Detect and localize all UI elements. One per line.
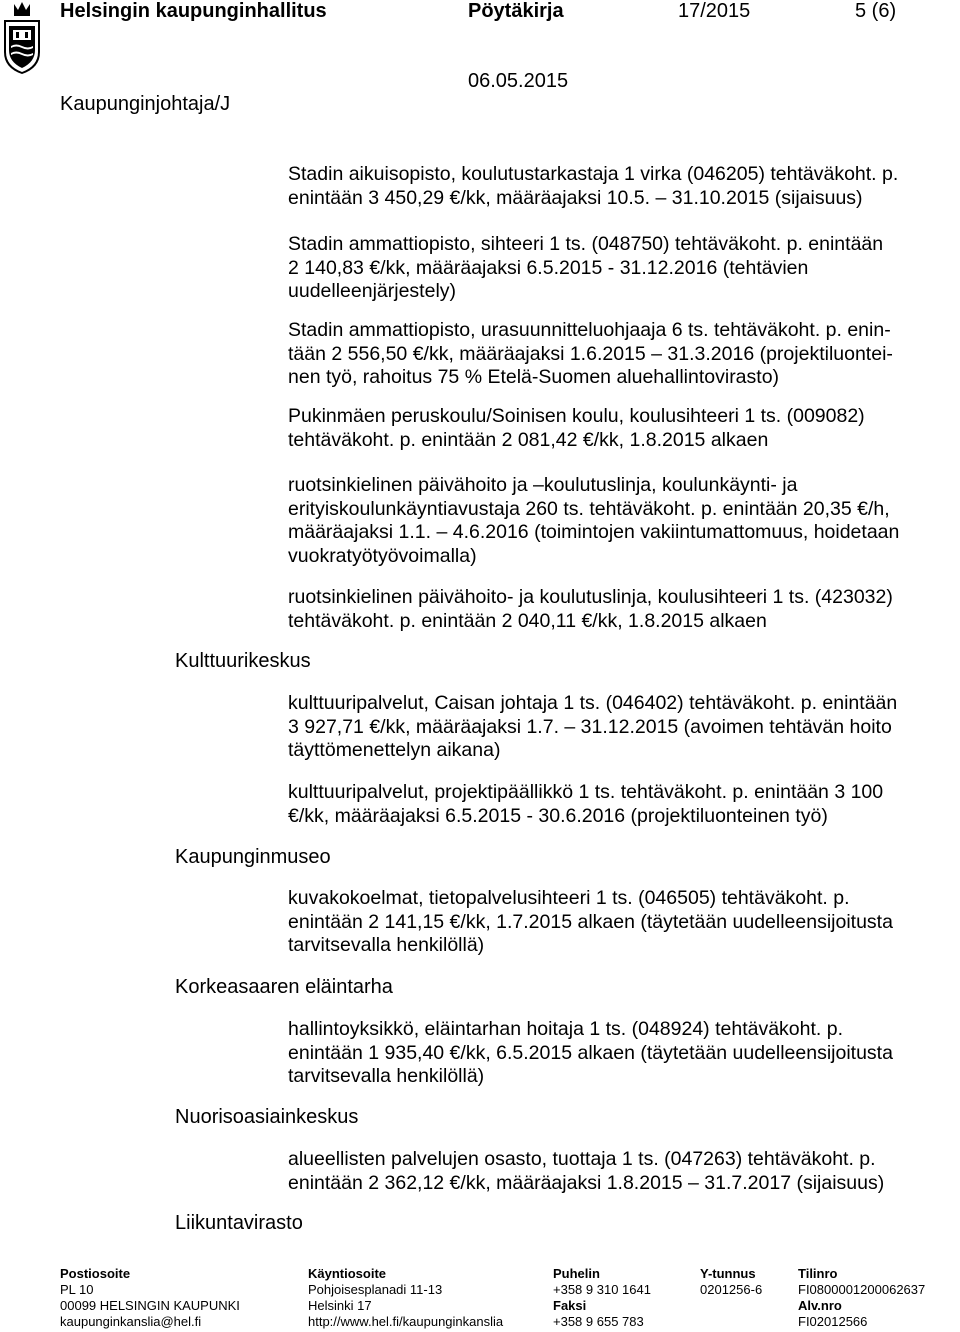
helsinki-crest-icon <box>0 0 44 76</box>
list-item: kulttuuripalvelut, projektipäällikkö 1 ts. tehtäväkoht. p. enintään 3 100 €/kk, määräajaksi 6.5.2015 - 30.6.2016 (projektiluonteinen työ) <box>288 781 884 827</box>
meeting-date: 06.05.2015 <box>468 70 569 92</box>
dept-korkeasaari: Korkeasaaren eläintarha <box>175 976 393 998</box>
list-item: kuvakokoelmat, tietopalvelusihteeri 1 ts. (046505) tehtäväkoht. p. enintään 2 141,15 €/kk, 1.7.2015 alkaen (täytetään uudelleensijoitusta tarvitsevalla henkilöllä) <box>288 887 893 956</box>
list-item: kulttuuripalvelut, Caisan johtaja 1 ts. (046402) tehtäväkoht. p. enintään 3 927,71 €/kk, määräajaksi 1.7. – 31.12.2015 (avoimen tehtävän hoito täyttömenettelyn aikana) <box>288 692 898 761</box>
document-type: Pöytäkirja <box>468 0 564 22</box>
footer-postal-address: Postiosoite PL 10 00099 HELSINGIN KAUPUNKI kaupunginkanslia@hel.fi <box>60 1266 240 1329</box>
list-item: Stadin ammattiopisto, urasuunnitteluohjaaja 6 ts. tehtäväkoht. p. enin- tään 2 556,50 €/kk, määräajaksi 1.6.2015 – 31.3.2016 (projektiluontei- nen työ, rahoitus 75 % Etelä-Suomen aluehallintovirasto) <box>288 319 893 388</box>
dept-kulttuurikeskus: Kulttuurikeskus <box>175 650 311 672</box>
list-item: ruotsinkielinen päivähoito- ja koulutuslinja, koulusihteeri 1 ts. (423032) tehtäväkoht. p. enintään 2 040,11 €/kk, 1.8.2015 alkaen <box>288 586 893 632</box>
list-item: ruotsinkielinen päivähoito ja –koulutuslinja, koulunkäynti- ja erityiskoulunkäyntiavustaja 260 ts. tehtäväkoht. p. enintään 20,35 €/h, määräajaksi 1.1. – 4.6.2016 (toimintojen vakiintumattomuus, hoidetaan vuokratyötyövoimalla) <box>288 474 900 567</box>
unit-name: Kaupunginjohtaja/J <box>60 93 231 115</box>
footer-visit-address: Käyntiosoite Pohjoisesplanadi 11-13 Helsinki 17 http://www.hel.fi/kaupunginkanslia <box>308 1266 504 1329</box>
list-item: Stadin aikuisopisto, koulutustarkastaja 1 virka (046205) tehtäväkoht. p. enintään 3 450,29 €/kk, määräajaksi 10.5. – 31.10.2015 (sijaisuus) <box>288 163 899 209</box>
list-item: alueellisten palvelujen osasto, tuottaja 1 ts. (047263) tehtäväkoht. p. enintään 2 362,12 €/kk, määräajaksi 1.8.2015 – 31.7.2017 (sijaisuus) <box>288 1148 885 1194</box>
list-item: Stadin ammattiopisto, sihteeri 1 ts. (048750) tehtäväkoht. p. enintään 2 140,83 €/kk, määräajaksi 6.5.2015 - 31.12.2016 (tehtävien uudelleenjärjestely) <box>288 233 884 302</box>
organization-name: Helsingin kaupunginhallitus <box>60 0 327 22</box>
list-item: hallintoyksikkö, eläintarhan hoitaja 1 ts. (048924) tehtäväkoht. p. enintään 1 935,40 €/kk, 6.5.2015 alkaen (täytetään uudelleensijoitusta tarvitsevalla henkilöllä) <box>288 1018 893 1087</box>
dept-kaupunginmuseo: Kaupunginmuseo <box>175 846 331 868</box>
dept-nuorisoasiainkeskus: Nuorisoasiainkeskus <box>175 1106 359 1128</box>
page-number: 5 (6) <box>855 0 897 22</box>
footer-account: Tilinro FI0800001200062637 Alv.nro FI02012566 <box>798 1266 926 1329</box>
footer-email[interactable]: kaupunginkanslia@hel.fi <box>60 1314 202 1329</box>
footer-phone: Puhelin +358 9 310 1641 Faksi +358 9 655 783 <box>553 1266 651 1329</box>
document-number: 17/2015 <box>678 0 751 22</box>
dept-liikuntavirasto: Liikuntavirasto <box>175 1212 303 1234</box>
footer-business-id: Y-tunnus 0201256-6 <box>700 1266 763 1297</box>
footer-website-link[interactable]: http://www.hel.fi/kaupunginkanslia <box>308 1314 504 1329</box>
list-item: Pukinmäen peruskoulu/Soinisen koulu, koulusihteeri 1 ts. (009082) tehtäväkoht. p. enintään 2 081,42 €/kk, 1.8.2015 alkaen <box>288 405 865 451</box>
